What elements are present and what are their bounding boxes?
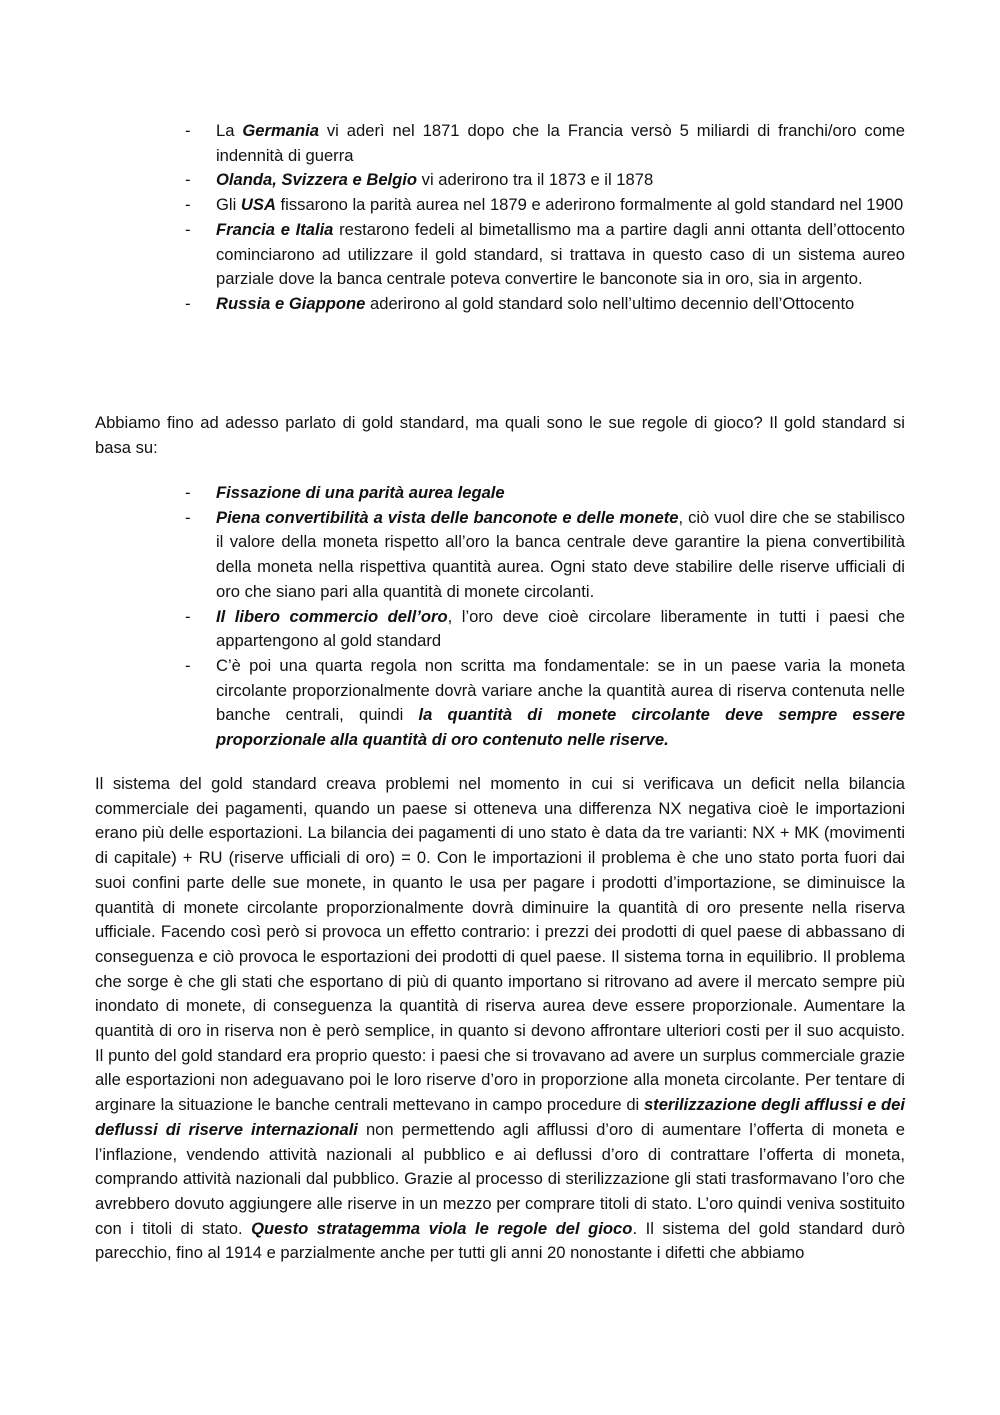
list-item: - Il libero commercio dell’oro, l’oro deve cioè circolare liberamente in tutti i paesi che appartengono al gold standard — [185, 606, 905, 651]
list-item: - Gli USA fissarono la parità aurea nel 1879 e aderirono formalmente al gold standard nel 1900 — [0, 193, 905, 218]
list-item: - C’è poi una quarta regola non scritta ma fondamentale: se in un paese varia la moneta circolante proporzionalmente dovrà variare anche la quantità aurea di riserva contenuta nelle banche centrali, quindi la quantità di monete circolante deve sempre essere proporzionale alla quantità di oro contenuto nelle riserve. — [185, 655, 905, 750]
list-dash: - — [185, 606, 191, 626]
list-dash: - — [185, 195, 191, 215]
list-item: - Francia e Italia restarono fedeli al bimetallismo ma a partire dagli anni ottanta dell’ottocento cominciarono ad utilizzare il gold standard, si trattava in questo caso di un sistema aureo parziale dove la banca centrale poteva convertire le banconote sia in oro, sia in argento. — [185, 219, 905, 289]
gold-standard-adhesion-list — [0, 119, 1000, 317]
list-item: - La Germania vi aderì nel 1871 dopo che la Francia versò 5 miliardi di franchi/oro come indennità di guerra — [185, 121, 905, 165]
list-item: - Fissazione di una parità aurea legale — [0, 481, 905, 506]
list-item: - Russia e Giappone aderirono al gold standard solo nell’ultimo decennio dell’Ottocento — [0, 292, 905, 317]
list-item: - Piena convertibilità a vista delle banconote e delle monete, ciò vuol dire che se stabilisco il valore della moneta rispetto all’oro la banca centrale deve garantire la piena convertibilità della moneta nella rispettiva quantità aurea. Ogni stato deve stabilire delle riserve ufficiali di oro che siano pari alla quantità di monete circolanti. — [185, 507, 905, 601]
list-dash: - — [185, 507, 191, 527]
gold-standard-rules-list — [0, 481, 1000, 753]
list-dash: - — [185, 655, 191, 675]
list-dash: - — [185, 170, 191, 190]
list-item: - Olanda, Svizzera e Belgio vi aderirono tra il 1873 e il 1878 — [0, 168, 905, 193]
list-dash: - — [185, 219, 191, 239]
body-paragraph: Il sistema del gold standard creava problemi nel momento in cui si verificava un deficit nella bilancia commerciale dei pagamenti, quando un paese si otteneva una differenza NX negativa cioè le importazioni erano più delle esportazioni. La bilancia dei pagamenti di uno stato è data da tre varianti: NX + MK (movimenti di capitale) + RU (riserve ufficiali di oro) = 0. Con le importazioni il problema è che uno stato porta fuori dai suoi confini parte delle sue monete, in quanto le usa per pagare i prodotti d’importazione, se diminuisce la quantità di monete circolante proporzionalmente dovrà diminuire la quantità di oro presente nella riserva ufficiale. Facendo così però si provoca un effetto contrario: i prezzi dei prodotti di quel paese di abbassano di conseguenza e ciò provoca le esportazioni dei prodotti di quel paese. Il sistema torna in equilibrio. Il problema che sorge è che gli stati che esportano di più di quanto importano si ritrovano ad avere il mercato sempre più inondato di monete, di conseguenza la quantità di riserva aurea deve essere proporzionale. Aumentare la quantità di oro in riserva non è però semplice, in quanto si devono affrontare ulteriori costi per il suo acquisto. Il punto del gold standard era proprio questo: i paesi che si trovavano ad avere un surplus commerciale grazie alle esportazioni non adeguavano poi le loro riserve d’oro in proporzione alla moneta circolante. Per tentare di arginare la situazione le banche centrali mettevano in campo procedure di sterilizzazione degli afflussi e dei deflussi di riserve internazionali non permettendo agli afflussi d’oro di aumentare l’offerta di moneta e l’inflazione, vendendo attività nazionali al pubblico e ai deflussi d’oro di contrattare l’offerta di moneta, comprando attività nazionali dal pubblico. Grazie al processo di sterilizzazione gli stati trasformavano l’oro che avrebbero dovuto aggiungere alle riserve in un mezzo per comprare titoli di stato. L’oro quindi veniva sostituito con i titoli di stato. Questo stratagemma viola le regole del gioco. Il sistema del gold standard durò parecchio, fino al 1914 e parzialmente anche per tutti gli anni 20 nonostante i difetti che abbiamo — [95, 774, 906, 1263]
rules-intro-paragraph: Abbiamo fino ad adesso parlato di gold standard, ma quali sono le sue regole di gioco? Il gold standard si basa su: — [95, 413, 905, 457]
list-dash: - — [185, 483, 191, 502]
list-dash: - — [185, 293, 191, 313]
list-dash: - — [185, 121, 191, 140]
